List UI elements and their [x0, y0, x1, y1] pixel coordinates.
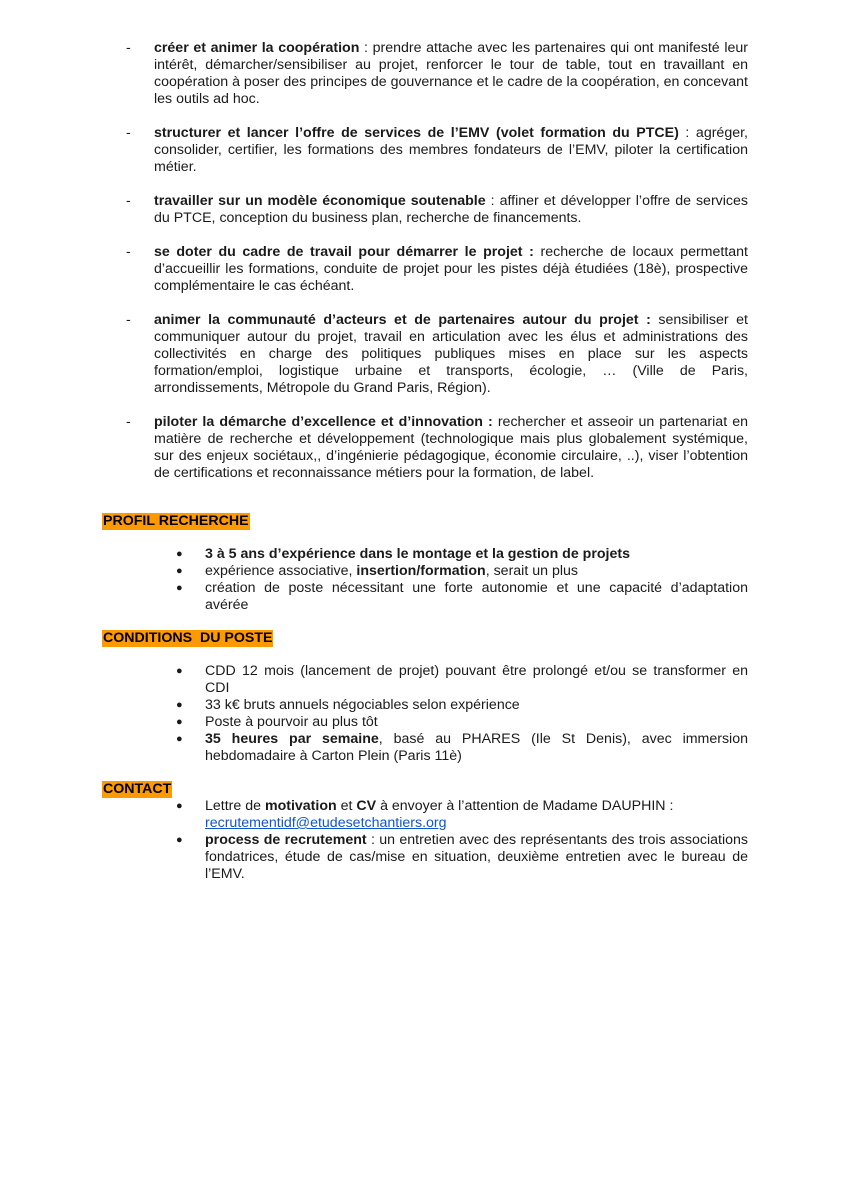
dash-marker: -: [126, 40, 131, 56]
missions-list: [126, 40, 748, 499]
conditions-item: [176, 697, 748, 714]
profil-item-text: , serait un plus: [485, 563, 578, 579]
bullet-icon: ●: [176, 699, 183, 711]
profil-heading: PROFIL RECHERCHE: [103, 513, 249, 529]
contact-process-bold: process de recrutement: [205, 832, 367, 848]
profil-item: [176, 563, 748, 580]
conditions-item: [176, 714, 748, 731]
bullet-icon: ●: [176, 834, 183, 846]
contact-item: [176, 798, 748, 832]
contact-letter-text: Lettre de: [205, 798, 265, 814]
dash-marker: -: [126, 414, 131, 430]
dash-marker: -: [126, 125, 131, 141]
mission-item: [126, 193, 748, 227]
mission-text: rechercher et asseoir un partenariat en matière de recherche et développement (technologique mais plus globalement systémique, sur des enjeux sociétaux,, d’ingénierie pédagogique, économie circulaire, ..), viser l’obtention de certifications et reconnaissance métiers pour la formation, de label.: [154, 414, 748, 481]
mission-title: se doter du cadre de travail pour démarrer le projet :: [154, 244, 534, 260]
conditions-item-bold: 35 heures par semaine: [205, 731, 379, 747]
mission-text: : agréger, consolider, certifier, les formations des membres fondateurs de l’EMV, piloter la certification métier.: [154, 125, 748, 175]
dash-marker: -: [126, 193, 131, 209]
profil-item-bold: 3 à 5 ans d’expérience dans le montage et la gestion de projets: [205, 546, 630, 562]
bullet-icon: ●: [176, 665, 183, 677]
profil-item: [176, 580, 748, 614]
mission-item: [126, 125, 748, 176]
contact-letter-text: à envoyer à l’attention de Madame DAUPHIN :: [376, 798, 674, 814]
profil-item-text: expérience associative,: [205, 563, 357, 579]
mission-title: animer la communauté d’acteurs et de partenaires autour du projet :: [154, 312, 651, 328]
conditions-list: [176, 663, 748, 765]
conditions-item-text: CDD 12 mois (lancement de projet) pouvant être prolongé et/ou se transformer en CDI: [205, 663, 748, 696]
mission-item: [126, 40, 748, 108]
mission-text: recherche de locaux permettant d’accueillir les formations, conduite de projet pour les pistes déjà étudiées (18è), prospective complémentaire le cas échéant.: [154, 244, 748, 294]
mission-title: travailler sur un modèle économique soutenable: [154, 193, 486, 209]
mission-title: créer et animer la coopération: [154, 40, 360, 56]
bullet-icon: ●: [176, 716, 183, 728]
email-link[interactable]: recrutementidf@etudesetchantiers.org: [205, 815, 447, 831]
conditions-heading: CONDITIONS DU POSTE: [103, 630, 273, 646]
contact-letter-bold: motivation: [264, 798, 337, 814]
mission-text: : prendre attache avec les partenaires qui ont manifesté leur intérêt, démarcher/sensibiliser au projet, renforcer le tour de table, tout en travaillant en coopération à poser des principes de gouvernance et le cadre de la coopération, en concevant les outils ad hoc.: [154, 40, 748, 107]
contact-heading: CONTACT: [103, 781, 172, 797]
mission-title: structurer et lancer l’offre de services de l’EMV (volet formation du PTCE): [154, 125, 679, 141]
dash-marker: -: [126, 312, 131, 328]
profil-item-bold: insertion/formation: [356, 563, 486, 579]
mission-item: [126, 244, 748, 295]
contact-letter-text: et: [336, 798, 357, 814]
bullet-icon: ●: [176, 548, 183, 560]
profil-item-text: création de poste nécessitant une forte autonomie et une capacité d’adaptation avérée: [205, 580, 748, 613]
dash-marker: -: [126, 244, 131, 260]
contact-letter-bold: CV: [356, 798, 377, 814]
mission-item: [126, 312, 748, 397]
conditions-item: [176, 731, 748, 765]
mission-text: sensibiliser et communiquer autour du projet, travail en articulation avec les élus et administrations des collectivités en charge des politiques publiques mises en place sur les aspects formation/emploi, logistique urbaine et transports, écologie, … (Ville de Paris, arrondissements, Métropole du Grand Paris, Région).: [154, 312, 748, 396]
contact-process-text: : un entretien avec des représentants des trois associations fondatrices, étude de cas/mise en situation, deuxième entretien avec le bureau de l’EMV.: [205, 832, 748, 882]
bullet-icon: ●: [176, 565, 183, 577]
mission-item: [126, 414, 748, 482]
conditions-item-text: 33 k€ bruts annuels négociables selon expérience: [205, 697, 520, 713]
bullet-icon: ●: [176, 800, 183, 812]
profil-list: [176, 546, 748, 614]
mission-text: : affiner et développer l’offre de services du PTCE, conception du business plan, recherche de financements.: [154, 193, 748, 226]
mission-title: piloter la démarche d’excellence et d’innovation :: [154, 414, 493, 430]
profil-item: [176, 546, 748, 563]
contact-list: [176, 798, 748, 883]
bullet-icon: ●: [176, 733, 183, 745]
conditions-item-text: Poste à pourvoir au plus tôt: [205, 714, 378, 730]
contact-item: [176, 832, 748, 883]
bullet-icon: ●: [176, 582, 183, 594]
conditions-item-text: , basé au PHARES (Ile St Denis), avec immersion hebdomadaire à Carton Plein (Paris 11è): [205, 731, 748, 764]
conditions-item: [176, 663, 748, 697]
